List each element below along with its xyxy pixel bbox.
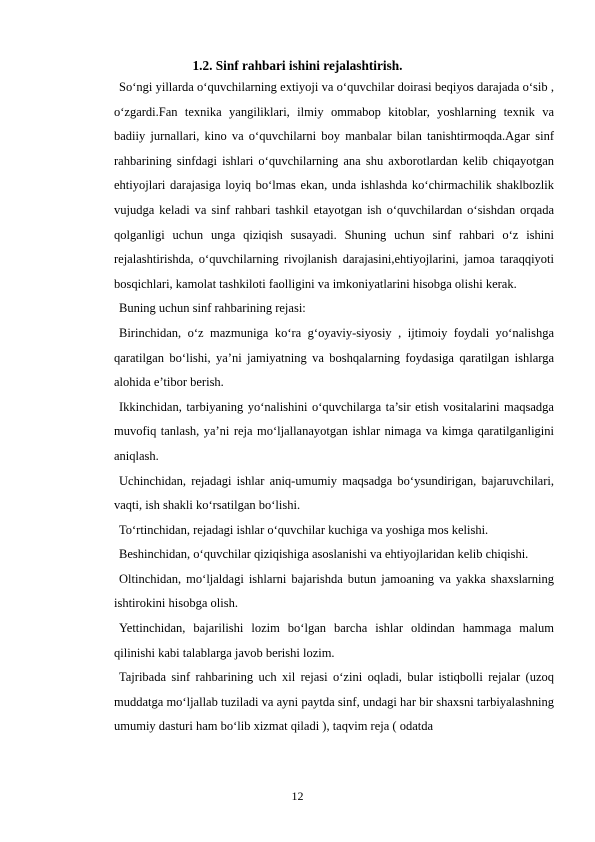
paragraph-fourth: To‘rtinchidan, rejadagi ishlar o‘quvchilar kuchiga va yoshiga mos kelishi.: [119, 522, 489, 537]
paragraph-seventh: Yettinchidan, bajarilishi lozim bo‘lgan barcha ishlar oldindan hammaga malum qilinishi kabi talablarga javob berishi lozim.: [114, 621, 554, 660]
paragraph-intro: So‘ngi yillarda o‘quvchilarning extiyoji va o‘quvchilar doirasi beqiyos darajada o‘sib , o‘zgardi.Fan texnika yangiliklari, ilmiy ommabop kitoblar, yoshlarning texnik va badiiy jurnallari, kino va o‘quvchilarni boy manbalar bilan tanishtirmoqda.Agar sinf rahbarining sinfdagi ishlari o‘quvchilarning ana shu axborotlardan kelib chiqayotgan ehtiyojlari darajasiga loyiq bo‘lmas ekan, unda ishlashda ko‘chirmachilik shaklbozlik vujudga keladi va sinf rahbari tashkil etayotgan ish o‘quvchilardan o‘sishdan orqada qolganligi uchun unga qiziqish susayadi. Shuning uchun sinf rahbari o‘z ishini rejalashtirishda, o‘quvchilarning rivojlanish darajasini,ehtiyojlarini, jamoa taraqqiyoti bosqichlari, kamolat tashkiloti faolligini va imkoniyatlarini hisobga olishi kerak.: [114, 80, 554, 291]
paragraph-fifth: Beshinchidan, o‘quvchilar qiziqishiga asoslanishi va ehtiyojlaridan kelib chiqishi.: [119, 547, 529, 562]
paragraph-sixth: Oltinchidan, mo‘ljaldagi ishlarni bajarishda butun jamoaning va yakka shaxslarning ishtirokini hisobga olish.: [114, 571, 554, 611]
paragraph-plan-lead: Buning uchun sinf rahbarining rejasi:: [119, 301, 306, 316]
page-number: 12: [291, 789, 304, 803]
paragraph-second: Ikkinchidan, tarbiyaning yo‘nalishini o‘quvchilarga ta’sir etish vositalarini maqsadga muvofiq tanlash, ya’ni reja mo‘ljallanayotgan ishlar nimaga va kimga qaratilganligini aniqlash.: [114, 399, 554, 463]
body-text: [114, 75, 554, 739]
section-title: 1.2. Sinf rahbari ishini rejalashtirish.: [192, 58, 403, 73]
paragraph-first: Birinchidan, o‘z mazmuniga ko‘ra g‘oyaviy-siyosiy , ijtimoiy foydali yo‘nalishga qaratilgan bo‘lishi, ya’ni jamiyatning va boshqalarning foydasiga qaratilgan ishlarga alohida e’tibor berish.: [114, 325, 554, 390]
paragraph-plans: Tajribada sinf rahbarining uch xil rejasi o‘zini oqladi, bular istiqbolli rejalar (uzoq muddatga mo‘ljallab tuziladi va ayni paytda sinf, undagi har bir shaxsni tarbiyalashning umumiy dasturi ham bo‘lib xizmat qiladi ), taqvim reja ( odatda: [114, 670, 554, 734]
paragraph-third: Uchinchidan, rejadagi ishlar aniq-umumiy maqsadga bo‘ysundirigan, bajaruvchilari, vaqti, ish shakli ko‘rsatilgan bo‘lishi.: [114, 473, 554, 513]
